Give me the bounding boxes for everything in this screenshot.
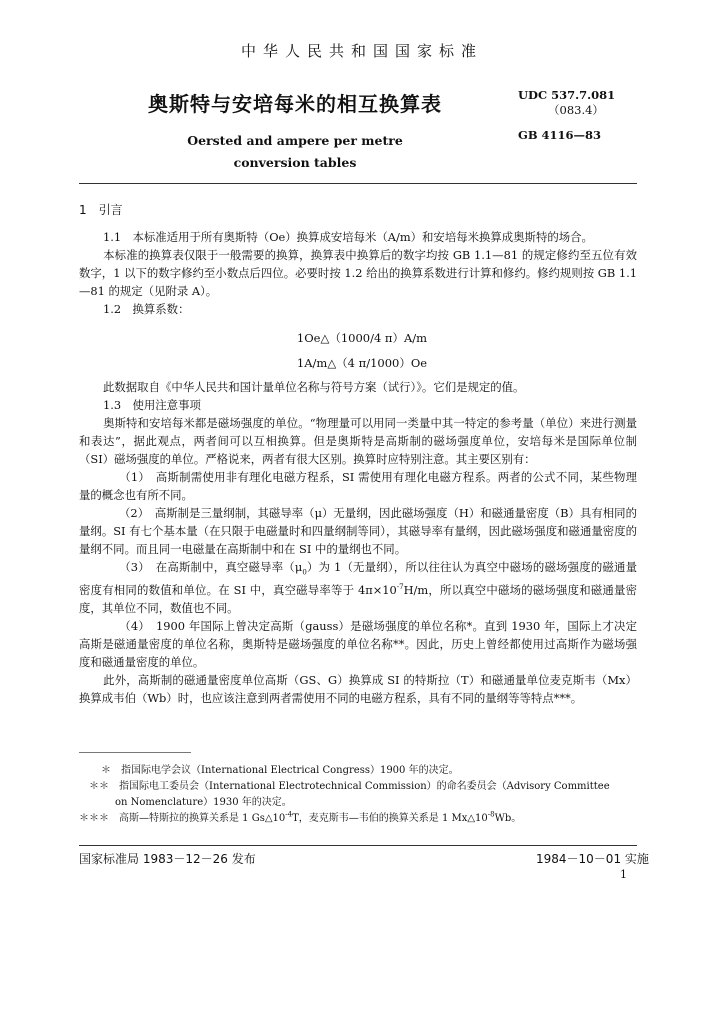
clause-1-2-heading: 1.2 换算系数： (103, 302, 190, 316)
clause-1-3-heading: 1.3 使用注意事项 (103, 398, 201, 412)
section-heading: 1 引言 (79, 203, 123, 217)
national-standard-heading: 中华人民共和国国家标准 (240, 42, 483, 60)
clause-1-1-paragraph: 本标准的换算表仅限于一般需要的换算，换算表中换算后的数字均按 GB 1.1—81 的规定修约至五位有效数字，1 以下的数字修约至小数点后四位。必要时按 1.2 给出的换算系数进行计算和修约。修约规则按 GB 1.1—81 的规定（见附录 A）。 (79, 248, 637, 298)
footnote-2 (79, 779, 637, 811)
implementation-date: 1984－10－01 实施 (536, 852, 649, 866)
page-number: 1 (620, 868, 627, 881)
title-en-line1: Oersted and ampere per metre (187, 133, 403, 148)
udc-subcode: （083.4） (548, 103, 604, 117)
footnote-list (79, 763, 637, 827)
footnote-2-line2: on Nomenclature）1930 年的决定。 (115, 797, 292, 808)
difference-item-4: （4） 1900 年国际上曾决定高斯（gauss）是磁场强度的单位名称*。直到 1930 年，国际上才决定高斯是磁通量密度的单位名称，奥斯特是磁场强度的单位名称**。因此，历史上曾经都使用过高斯作为磁场强度和磁通量密度的单位。 (79, 619, 637, 670)
top-divider (79, 183, 637, 184)
difference-item-3: （3） 在高斯制中，真空磁导率$(\mu_0)$为 1（无量纲），所以往往认为真空中磁场的磁场强度的磁通量密度有相同的数值和单位。在 SI 中，真空磁导率等于 $4\pi\times 10^{-7}H/m$，所以真空中磁场的磁场强度和磁通量密度，其单位不同，数值也不同。 (79, 560, 638, 616)
clause-1-1-line: 1.1 本标准适用于所有奥斯特（Oe）换算成安培每米（A/m）和安培每米换算成奥斯特的场合。 (103, 230, 593, 244)
standard-title-cn: 奥斯特与安培每米的相互换算表 (148, 92, 442, 116)
difference-item-2: （2） 高斯制是三量纲制，其磁导率（μ）无量纲，因此磁场强度（H）和磁通量密度（B）具有相同的量纲。SI 有七个基本量（在只限于电磁量时和四量纲制等同），其磁导率有量纲，因此磁场强度和磁通量密度的量纲不同。而且同一电磁量在高斯制中和在 SI 中的量纲也不同。 (79, 506, 637, 556)
clause-1-3-intro: 奥斯特和安培每米都是磁场强度的单位。“物理量可以用同一类量中其一特定的参考量（单位）来进行测量和表达”，据此观点，两者间可以互相换算。但是奥斯特是高斯制的磁场强度单位，安培每米是国际单位制（SI）磁场强度的单位。严格说来，两者有很大区别。换算时应特别注意。其主要区别有： (79, 416, 637, 466)
clause-1-1 (79, 228, 637, 318)
standard-title-en (150, 130, 440, 174)
clause-1-2-note (79, 378, 637, 707)
formula-am-to-oe: 1A/m△（4 π/1000）Oe (296, 356, 428, 370)
issue-date: 国家标准局 1983－12－26 发布 (79, 852, 256, 866)
data-source-note: 此数据取自《中华人民共和国计量单位名称与符号方案（试行）》。它们是规定的值。 (103, 380, 525, 394)
udc-code: UDC 537.7.081 (518, 88, 616, 102)
gb-number: GB 4116—83 (518, 128, 602, 142)
formula-oe-to-am: 1Oe△（1000/4 π）A/m (296, 331, 428, 345)
footnote-2-line1: ＊＊ 指国际电工委员会（International Electrotechnical Commission）的命名委员会（Advisory Committee (89, 781, 610, 792)
difference-item-1: （1） 高斯制需使用非有理化电磁方程系，SI 需使用有理化电磁方程系。两者的公式不同，某些物理量的概念也有所不同。 (79, 470, 637, 502)
closing-paragraph: 此外，高斯制的磁通量密度单位高斯（GS、G）换算成 SI 的特斯拉（T）和磁通量单位麦克斯韦（Mx）换算成韦伯（Wb）时，也应该注意到两者需使用不同的电磁方程系，具有不同的量纲等等特点***。 (79, 673, 637, 706)
title-en-line2: conversion tables (233, 155, 357, 170)
bottom-divider (79, 845, 637, 846)
footnote-1: ＊ 指国际电学会议（International Electrical Congress）1900 年的决定。 (101, 765, 459, 776)
footnote-3: ＊＊＊ 高斯—特斯拉的换算关系是 1 $Gs\triangle 10^{-4}T$，麦克斯韦—韦伯的换算关系是 1 $Mx\triangle 10^{-8}Wb$。 (79, 810, 522, 824)
footnote-divider (79, 752, 191, 753)
